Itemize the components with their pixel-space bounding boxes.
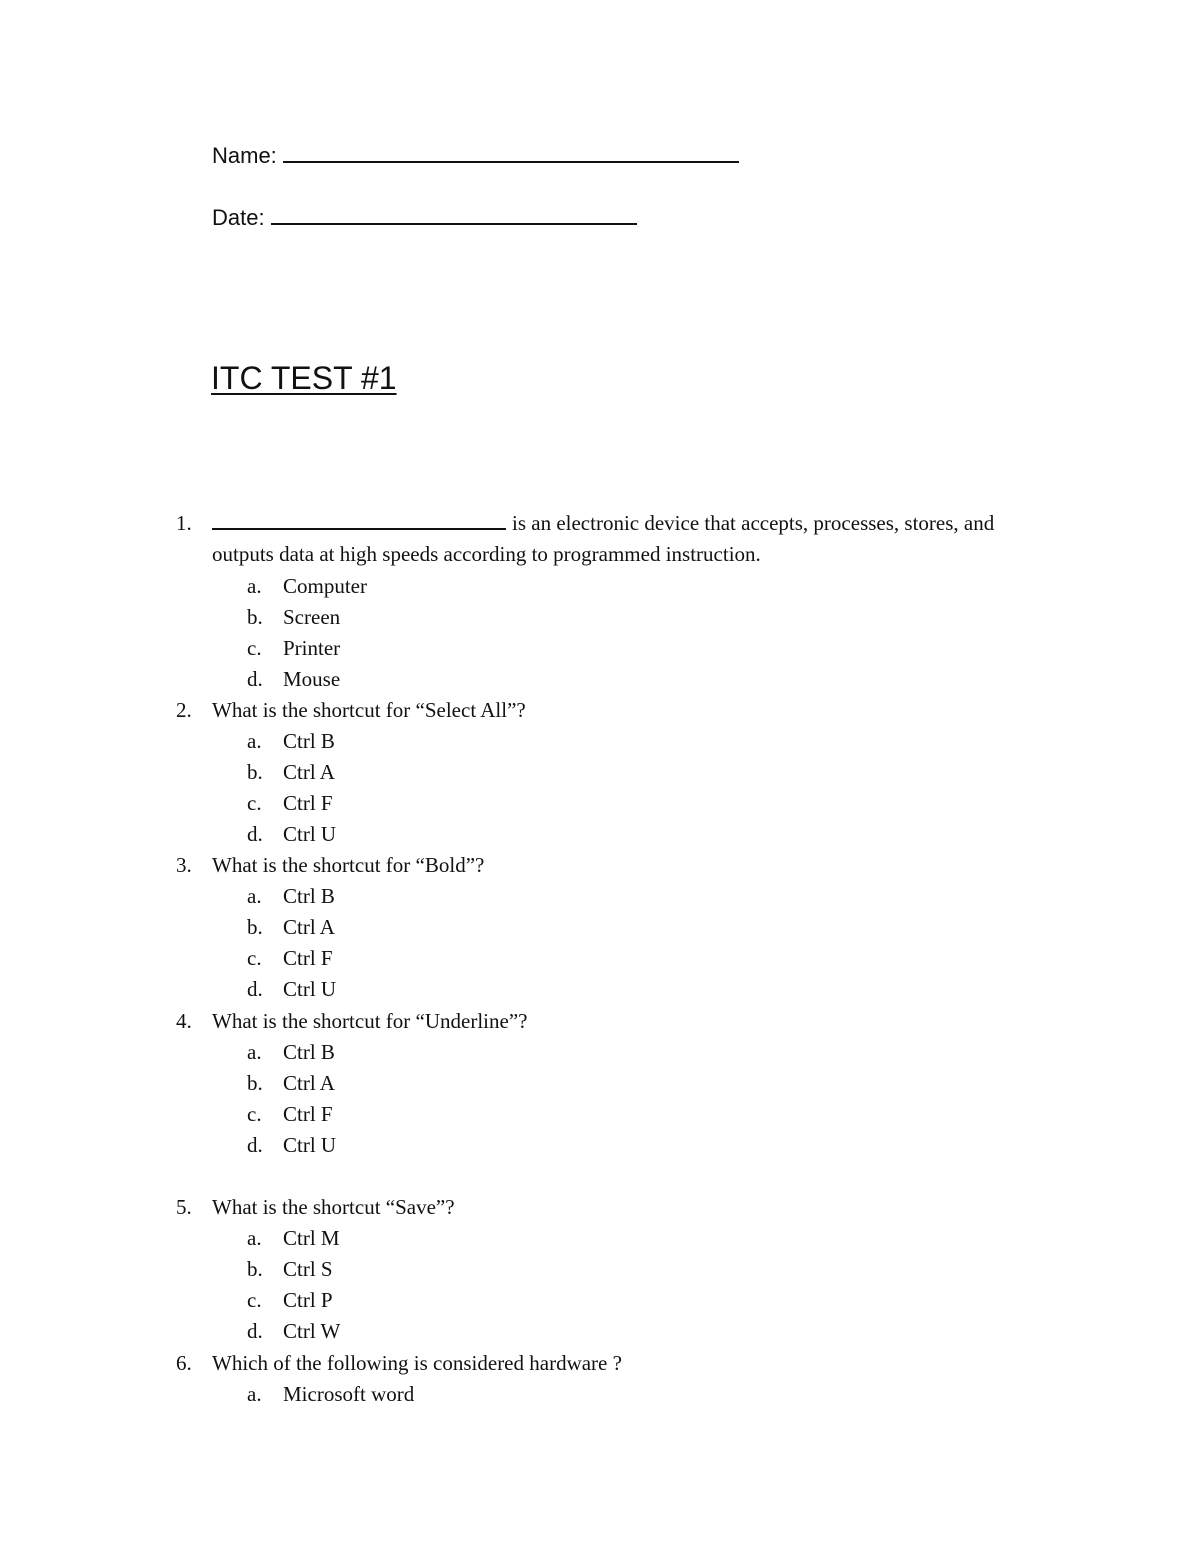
option-text: Ctrl F bbox=[283, 946, 333, 970]
option-letter: a. bbox=[247, 1040, 262, 1064]
option-row[interactable] bbox=[0, 881, 1200, 912]
question-text: What is the shortcut “Save”? bbox=[212, 1195, 455, 1219]
option-row[interactable] bbox=[0, 1316, 1200, 1347]
option-row[interactable] bbox=[0, 1037, 1200, 1068]
option-letter: d. bbox=[247, 1319, 263, 1343]
option-row[interactable] bbox=[0, 633, 1200, 664]
option-letter: c. bbox=[247, 791, 262, 815]
option-letter: b. bbox=[247, 1257, 263, 1281]
option-row[interactable] bbox=[0, 1254, 1200, 1285]
option-text: Screen bbox=[283, 605, 341, 629]
question-number: 6. bbox=[176, 1351, 192, 1375]
option-text: Ctrl W bbox=[283, 1319, 341, 1343]
option-text: Ctrl M bbox=[283, 1226, 340, 1250]
option-text: Microsoft word bbox=[283, 1382, 415, 1406]
option-text: Ctrl U bbox=[283, 977, 337, 1001]
option-text: Ctrl B bbox=[283, 1040, 335, 1064]
question-number: 2. bbox=[176, 698, 192, 722]
question-text: What is the shortcut for “Bold”? bbox=[212, 853, 485, 877]
option-letter: a. bbox=[247, 884, 262, 908]
option-text: Ctrl U bbox=[283, 822, 337, 846]
question-number: 1. bbox=[176, 511, 192, 535]
option-row[interactable] bbox=[0, 726, 1200, 757]
option-text: Ctrl S bbox=[283, 1257, 333, 1281]
option-letter: a. bbox=[247, 574, 262, 598]
option-row[interactable] bbox=[0, 788, 1200, 819]
name-blank[interactable] bbox=[283, 143, 739, 163]
option-letter: c. bbox=[247, 1102, 262, 1126]
option-text: Ctrl F bbox=[283, 791, 333, 815]
option-letter: d. bbox=[247, 977, 263, 1001]
option-letter: b. bbox=[247, 1071, 263, 1095]
option-row[interactable] bbox=[0, 757, 1200, 788]
option-row[interactable] bbox=[0, 1130, 1200, 1161]
option-letter: a. bbox=[247, 1226, 262, 1250]
name-label: Name: bbox=[212, 143, 277, 168]
option-letter: b. bbox=[247, 605, 263, 629]
option-letter: a. bbox=[247, 1382, 262, 1406]
option-row[interactable] bbox=[0, 974, 1200, 1005]
question-text: Which of the following is considered hardware ? bbox=[212, 1351, 622, 1375]
option-letter: d. bbox=[247, 822, 263, 846]
question-text: What is the shortcut for “Select All”? bbox=[212, 698, 526, 722]
option-letter: c. bbox=[247, 946, 262, 970]
question-number: 4. bbox=[176, 1009, 192, 1033]
option-row[interactable] bbox=[0, 664, 1200, 695]
option-row[interactable] bbox=[0, 819, 1200, 850]
option-text: Ctrl U bbox=[283, 1133, 337, 1157]
option-letter: c. bbox=[247, 1288, 262, 1312]
option-text: Ctrl A bbox=[283, 915, 335, 939]
question-number: 5. bbox=[176, 1195, 192, 1219]
option-row[interactable] bbox=[0, 912, 1200, 943]
answer-blank[interactable] bbox=[212, 508, 506, 530]
option-row[interactable] bbox=[0, 1285, 1200, 1316]
option-text: Ctrl B bbox=[283, 729, 335, 753]
option-text: Printer bbox=[283, 636, 341, 660]
question-text-line1: is an electronic device that accepts, processes, stores, and bbox=[512, 511, 995, 535]
option-row[interactable] bbox=[0, 1223, 1200, 1254]
option-letter: b. bbox=[247, 760, 263, 784]
name-field-row bbox=[212, 143, 739, 169]
question-text-line2: outputs data at high speeds according to programmed instruction. bbox=[212, 542, 761, 566]
date-label: Date: bbox=[212, 205, 265, 230]
option-letter: b. bbox=[247, 915, 263, 939]
option-letter: d. bbox=[247, 1133, 263, 1157]
option-row[interactable] bbox=[0, 571, 1200, 602]
option-text: Ctrl B bbox=[283, 884, 335, 908]
option-text: Mouse bbox=[283, 667, 341, 691]
option-row[interactable] bbox=[0, 602, 1200, 633]
question-text bbox=[212, 508, 1072, 570]
question-number: 3. bbox=[176, 853, 192, 877]
option-text: Computer bbox=[283, 574, 367, 598]
option-letter: a. bbox=[247, 729, 262, 753]
option-letter: c. bbox=[247, 636, 262, 660]
question-text: What is the shortcut for “Underline”? bbox=[212, 1009, 528, 1033]
option-text: Ctrl A bbox=[283, 760, 335, 784]
option-text: Ctrl F bbox=[283, 1102, 333, 1126]
option-row[interactable] bbox=[0, 1099, 1200, 1130]
option-row[interactable] bbox=[0, 1379, 1200, 1410]
option-row[interactable] bbox=[0, 943, 1200, 974]
option-letter: d. bbox=[247, 667, 263, 691]
option-text: Ctrl A bbox=[283, 1071, 335, 1095]
date-field-row bbox=[212, 205, 637, 231]
option-text: Ctrl P bbox=[283, 1288, 333, 1312]
test-title: ITC TEST #1 bbox=[211, 360, 397, 396]
date-blank[interactable] bbox=[271, 205, 637, 225]
option-row[interactable] bbox=[0, 1068, 1200, 1099]
